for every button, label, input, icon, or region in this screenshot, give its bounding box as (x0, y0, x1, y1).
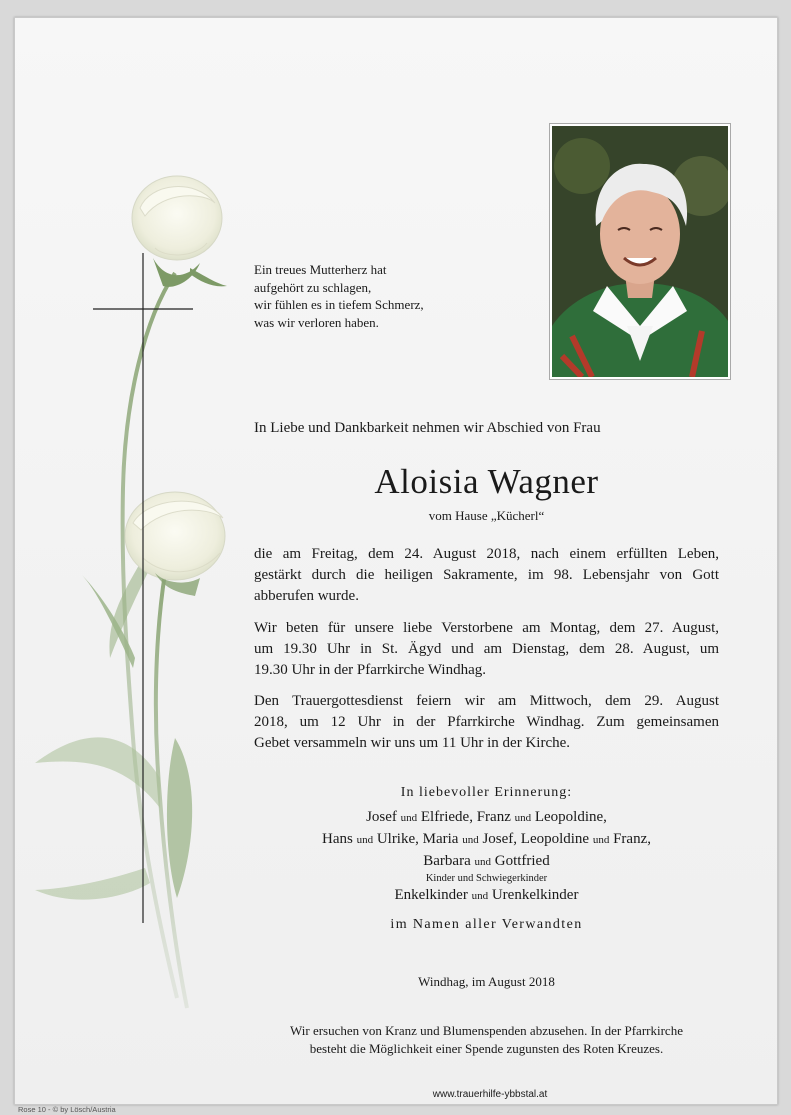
verse-line: wir fühlen es in tiefem Schmerz, (254, 297, 424, 312)
family-name: Ulrike, Maria (376, 831, 459, 847)
family-and: und (462, 834, 479, 846)
paragraph-line: Wir beten für unsere liebe Verstorbene am Montag, dem 27. August, (254, 620, 719, 636)
intro-line: In Liebe und Dankbarkeit nehmen wir Abschied von Frau (254, 420, 601, 436)
request-line: besteht die Möglichkeit einer Spende zugunsten des Roten Kreuzes. (309, 1041, 664, 1056)
paragraph-line: die am Freitag, dem 24. August 2018, nach einem erfüllten Leben, (254, 546, 719, 562)
family-line (254, 807, 719, 829)
paragraph-line: um 19.30 Uhr in St. Ägyd und am Dienstag, dem 28. August, um (254, 641, 719, 657)
children-note: Kinder und Schwiegerkinder (425, 873, 548, 884)
house-name: vom Hause „Kücherl“ (428, 508, 545, 523)
paragraph-line: abberufen wurde. (254, 588, 359, 604)
relatives-line: im Namen aller Verwandten (390, 917, 583, 932)
paragraph-prayer (254, 618, 719, 681)
verse (254, 261, 474, 331)
grandchildren-and: und (471, 890, 489, 902)
place-date: Windhag, im August 2018 (418, 974, 555, 989)
paragraph-death (254, 544, 719, 607)
great-grandchildren-label: Urenkelkinder (491, 887, 579, 903)
grandchildren-label: Enkelkinder (394, 887, 468, 903)
deceased-name: Aloisia Wagner (374, 462, 599, 501)
family-name: Josef (366, 809, 397, 825)
design-credit: Rose 10 - © by Lösch/Austria (18, 1105, 116, 1114)
paragraph-line: 2018, um 12 Uhr in der Pfarrkirche Windhag. Zum gemeinsamen (254, 714, 719, 730)
family-name: Franz, (613, 831, 651, 847)
family-and: und (474, 856, 491, 868)
grandchildren-line (254, 887, 719, 904)
portrait-photo (550, 124, 730, 379)
verse-line: aufgehört zu schlagen, (254, 279, 372, 295)
paragraph-line: Den Trauergottesdienst feiern wir am Mittwoch, dem 29. August (254, 693, 719, 709)
donation-request (254, 1022, 719, 1058)
paragraph-line: gestärkt durch die heiligen Sakramente, im 98. Lebensjahr von Gott (254, 567, 719, 583)
family-name: Barbara (423, 853, 471, 869)
family-and: und (400, 812, 418, 824)
paragraph-service (254, 691, 719, 754)
family-and: und (514, 812, 532, 824)
verse-line: was wir verloren haben. (254, 314, 379, 330)
family-and: und (356, 834, 374, 846)
family-name: Hans (321, 831, 353, 847)
family-name: Gottfried (494, 853, 550, 869)
family-name: Josef, Leopoldine (482, 831, 590, 847)
memory-heading: In liebevoller Erinnerung: (400, 785, 573, 800)
family-and: und (592, 834, 610, 846)
family-line (254, 851, 719, 873)
family-name: Leopoldine, (534, 809, 607, 825)
website-link[interactable]: www.trauerhilfe-ybbstal.at (432, 1089, 548, 1100)
rose-illustration (15, 18, 265, 1104)
paragraph-line: Gebet versammeln wir uns um 11 Uhr in der Kirche. (254, 735, 571, 751)
request-line: Wir ersuchen von Kranz und Blumenspenden abzusehen. In der Pfarrkirche (290, 1023, 683, 1038)
family-names (254, 807, 719, 885)
family-name: Elfriede, Franz (420, 809, 511, 825)
family-line (254, 829, 719, 851)
paragraph-line: 19.30 Uhr in der Pfarrkirche Windhag. (254, 662, 486, 678)
verse-line: Ein treues Mutterherz hat (254, 262, 387, 277)
